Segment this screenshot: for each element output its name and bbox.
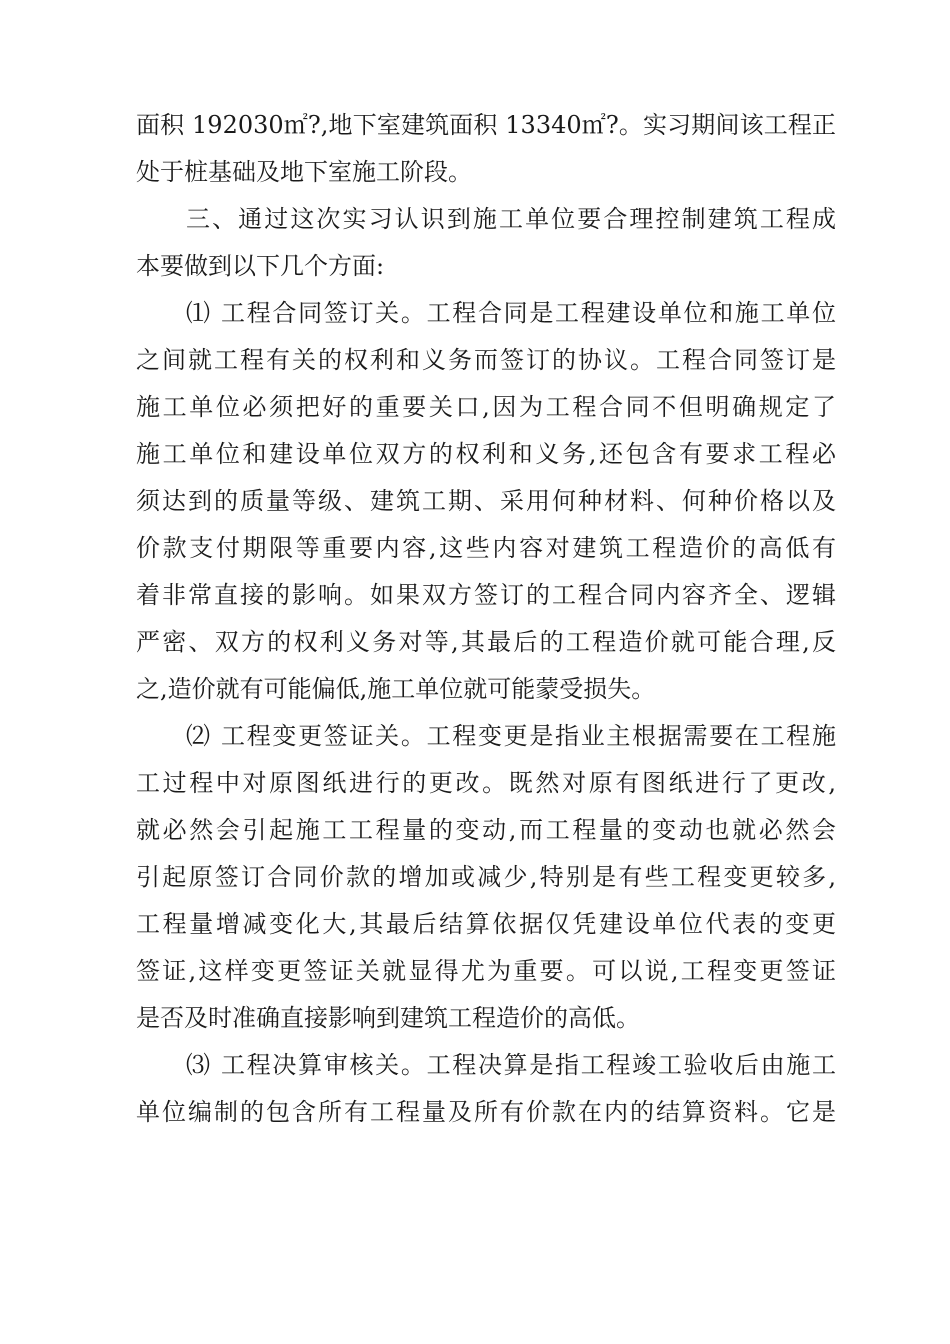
text-line: 就必然会引起施工工程量的变动,而工程量的变动也就必然会	[136, 816, 836, 844]
section-heading-line: 三、通过这次实习认识到施工单位要合理控制建筑工程成	[186, 205, 836, 233]
paragraph-first-line: ⑵ 工程变更签证关。工程变更是指业主根据需要在工程施	[186, 722, 836, 750]
paragraph-first-line: ⑶ 工程决算审核关。工程决算是指工程竣工验收后由施工	[186, 1051, 836, 1079]
text-line: 签证,这样变更签证关就显得尤为重要。可以说,工程变更签证	[136, 957, 836, 985]
text-line: 须达到的质量等级、建筑工期、采用何种材料、何种价格以及	[136, 487, 836, 515]
text-line: 引起原签订合同价款的增加或减少,特别是有些工程变更较多,	[136, 863, 836, 891]
paragraph-first-line: ⑴ 工程合同签订关。工程合同是工程建设单位和施工单位	[186, 299, 836, 327]
text-line: 施工单位和建设单位双方的权利和义务,还包含有要求工程必	[136, 440, 836, 468]
text-line: 处于桩基础及地下室施工阶段。	[136, 158, 472, 186]
text-line: 施工单位必须把好的重要关口,因为工程合同不但明确规定了	[136, 393, 836, 421]
text-line: 之间就工程有关的权利和义务而签订的协议。工程合同签订是	[136, 346, 836, 374]
text-line: 之,造价就有可能偏低,施工单位就可能蒙受损失。	[136, 675, 656, 703]
text-line: 严密、双方的权利义务对等,其最后的工程造价就可能合理,反	[136, 628, 836, 656]
text-line: 是否及时准确直接影响到建筑工程造价的高低。	[136, 1004, 640, 1032]
text-line: 价款支付期限等重要内容,这些内容对建筑工程造价的高低有	[136, 534, 836, 562]
text-line: 本要做到以下几个方面:	[136, 252, 385, 280]
text-line: 着非常直接的影响。如果双方签订的工程合同内容齐全、逻辑	[136, 581, 836, 609]
body-text	[136, 110, 836, 1144]
text-line: 面积 192030㎡?,地下室建筑面积 13340㎡?。实习期间该工程正	[136, 111, 836, 139]
text-line: 单位编制的包含所有工程量及所有价款在内的结算资料。它是	[136, 1098, 836, 1126]
text-line: 工过程中对原图纸进行的更改。既然对原有图纸进行了更改,	[136, 769, 836, 797]
text-line: 工程量增减变化大,其最后结算依据仅凭建设单位代表的变更	[136, 910, 836, 938]
